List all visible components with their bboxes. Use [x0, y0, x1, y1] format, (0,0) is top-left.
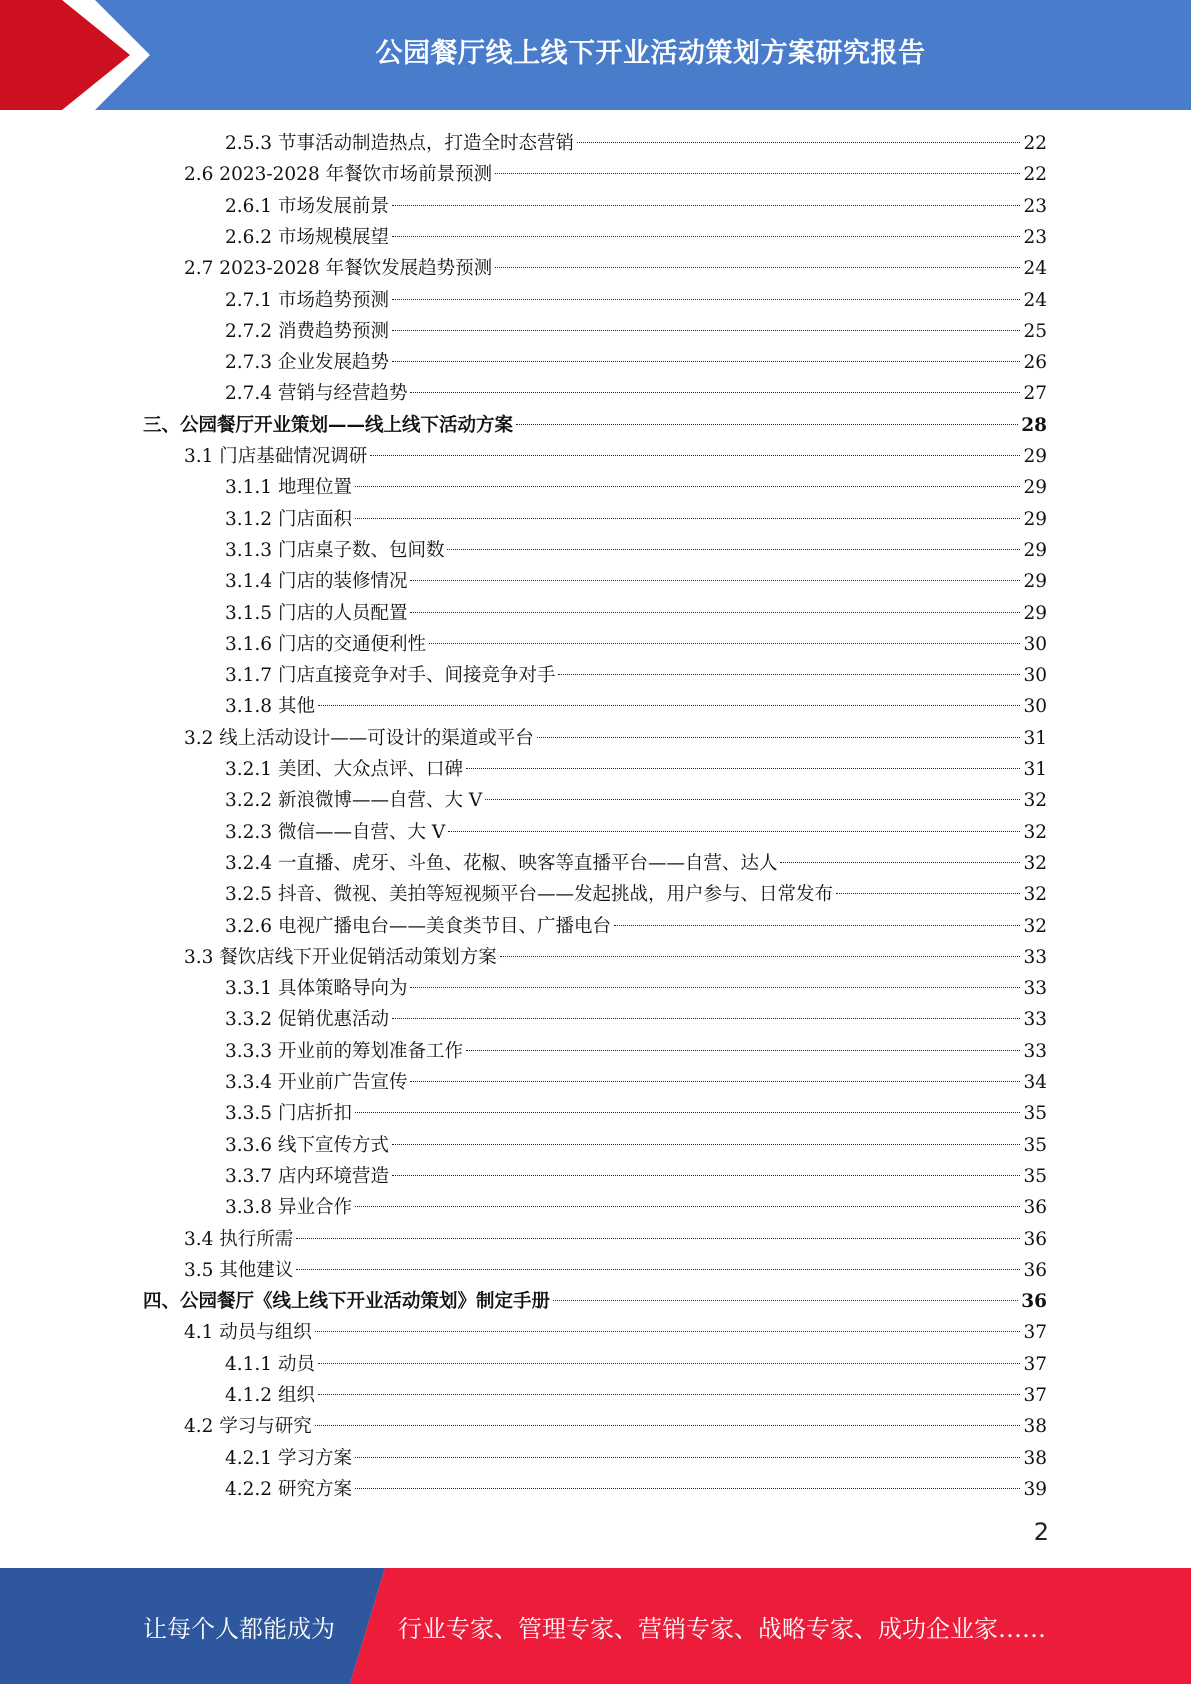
- page-number: 2: [1033, 1518, 1049, 1546]
- toc-dot-leader: [296, 1238, 1020, 1239]
- toc-entry-label: 3.1.4 门店的装修情况: [225, 571, 408, 593]
- toc-entry-label: 3.1.2 门店面积: [225, 508, 352, 530]
- report-title: 公园餐厅线上线下开业活动策划方案研究报告: [375, 37, 926, 69]
- toc-entry[interactable]: [225, 1004, 1047, 1035]
- toc-entry-page: 24: [1023, 258, 1047, 280]
- toc-entry-label: 3.3.3 开业前的筹划准备工作: [225, 1040, 463, 1062]
- toc-dot-leader: [410, 580, 1020, 581]
- toc-entry-page: 32: [1023, 790, 1047, 812]
- toc-entry[interactable]: [184, 1255, 1047, 1286]
- toc-dot-leader: [355, 486, 1021, 487]
- toc-dot-leader: [537, 737, 1021, 738]
- toc-dot-leader: [500, 956, 1021, 957]
- toc-dot-leader: [780, 862, 1020, 863]
- toc-entry-label: 3.1 门店基础情况调研: [184, 446, 368, 467]
- toc-entry[interactable]: [225, 629, 1047, 660]
- page-header: [0, 0, 1191, 110]
- toc-dot-leader: [315, 1425, 1021, 1426]
- toc-dot-leader: [355, 1457, 1021, 1458]
- toc-entry[interactable]: [184, 723, 1047, 754]
- toc-entry-label: 3.3.6 线下宣传方式: [225, 1134, 389, 1156]
- toc-entry[interactable]: [184, 1411, 1047, 1442]
- toc-entry[interactable]: [225, 785, 1047, 816]
- toc-entry[interactable]: [225, 879, 1047, 910]
- toc-entry[interactable]: [225, 472, 1047, 503]
- toc-dot-leader: [355, 1206, 1021, 1207]
- toc-dot-leader: [410, 612, 1020, 613]
- toc-entry-label: 4.1 动员与组织: [184, 1322, 312, 1344]
- toc-entry-page: 29: [1023, 571, 1047, 593]
- toc-entry-label: 4.1.1 动员: [225, 1353, 315, 1375]
- toc-entry-label: 4.1.2 组织: [225, 1385, 315, 1406]
- toc-dot-leader: [836, 893, 1020, 894]
- toc-entry-page: 27: [1023, 383, 1047, 405]
- toc-entry-label: 3.3.4 开业前广告宣传: [225, 1072, 408, 1093]
- toc-entry-page: 22: [1023, 133, 1047, 154]
- toc-entry-label: 2.7.1 市场趋势预测: [225, 289, 389, 311]
- toc-entry-page: 29: [1023, 539, 1047, 561]
- toc-dot-leader: [495, 173, 1020, 174]
- toc-entry-label: 2.7.4 营销与经营趋势: [225, 383, 408, 405]
- toc-entry[interactable]: [225, 222, 1047, 253]
- toc-entry-label: 2.7.3 企业发展趋势: [225, 352, 389, 374]
- toc-dot-leader: [392, 1018, 1020, 1019]
- toc-entry[interactable]: [225, 504, 1047, 535]
- toc-entry-page: 38: [1023, 1416, 1047, 1438]
- toc-entry[interactable]: [225, 1474, 1047, 1505]
- toc-entry-label: 2.6.2 市场规模展望: [225, 226, 389, 248]
- toc-entry-page: 32: [1023, 915, 1047, 937]
- toc-entry-label: 3.1.1 地理位置: [225, 477, 352, 499]
- toc-dot-leader: [516, 424, 1018, 425]
- toc-entry[interactable]: [225, 1380, 1047, 1411]
- toc-entry-label: 2.7.2 消费趋势预测: [225, 320, 389, 342]
- toc-entry[interactable]: [225, 535, 1047, 566]
- toc-dot-leader: [447, 549, 1020, 550]
- toc-entry-page: 33: [1023, 1009, 1047, 1031]
- toc-entry-label: 3.3.1 具体策略导向为: [225, 978, 408, 1000]
- toc-dot-leader: [392, 205, 1020, 206]
- toc-dot-leader: [553, 1300, 1018, 1301]
- toc-entry-page: 33: [1023, 978, 1047, 1000]
- toc-entry[interactable]: [225, 191, 1047, 222]
- toc-entry-label: 3.3.8 异业合作: [225, 1197, 352, 1219]
- toc-entry[interactable]: [184, 942, 1047, 973]
- toc-dot-leader: [318, 1394, 1021, 1395]
- toc-entry-page: 23: [1023, 195, 1047, 217]
- toc-dot-leader: [355, 518, 1021, 519]
- toc-entry-page: 32: [1023, 821, 1047, 843]
- toc-entry[interactable]: [184, 1224, 1047, 1255]
- toc-entry-label: 3.2.2 新浪微博——自营、大 V: [225, 790, 483, 812]
- toc-dot-leader: [370, 455, 1020, 456]
- toc-entry[interactable]: [225, 1192, 1047, 1223]
- toc-entry-page: 30: [1023, 665, 1047, 687]
- toc-entry-page: 33: [1023, 1040, 1047, 1062]
- toc-entry-label: 3.1.8 其他: [225, 696, 315, 718]
- toc-entry-page: 38: [1023, 1447, 1047, 1469]
- toc-entry-label: 3.3.5 门店折扣: [225, 1103, 352, 1125]
- toc-entry-page: 33: [1023, 946, 1047, 968]
- toc-entry[interactable]: [225, 347, 1047, 378]
- toc-entry-page: 23: [1023, 226, 1047, 248]
- toc-entry-label: 3.2.4 一直播、虎牙、斗鱼、花椒、映客等直播平台——自营、达人: [225, 852, 778, 874]
- footer-slogan-right: 行业专家、管理专家、营销专家、战略专家、成功企业家……: [398, 1614, 1046, 1643]
- toc-dot-leader: [355, 1488, 1021, 1489]
- toc-dot-leader: [466, 768, 1020, 769]
- toc-dot-leader: [577, 142, 1020, 143]
- page-footer: [0, 1568, 1191, 1684]
- toc-entry-label: 2.6.1 市场发展前景: [225, 195, 389, 217]
- toc-entry-page: 37: [1023, 1353, 1047, 1375]
- toc-entry-label: 三、公园餐厅开业策划——线上线下活动方案: [143, 414, 514, 436]
- toc-entry[interactable]: [184, 1317, 1047, 1348]
- toc-entry-page: 26: [1023, 352, 1047, 374]
- toc-entry-label: 3.3.7 店内环境营造: [225, 1165, 389, 1187]
- toc-entry-page: 35: [1023, 1134, 1047, 1156]
- toc-entry[interactable]: [225, 754, 1047, 785]
- toc-entry-page: 31: [1023, 759, 1047, 780]
- toc-entry-page: 30: [1023, 696, 1047, 718]
- toc-entry-page: 35: [1023, 1103, 1047, 1125]
- toc-entry[interactable]: [225, 598, 1047, 629]
- toc-entry-label: 2.5.3 节事活动制造热点，打造全时态营销: [225, 133, 574, 154]
- toc-entry[interactable]: [225, 1098, 1047, 1129]
- toc-entry-label: 3.2 线上活动设计——可设计的渠道或平台: [184, 727, 534, 749]
- toc-dot-leader: [318, 1363, 1021, 1364]
- toc-entry-label: 4.2 学习与研究: [184, 1416, 312, 1438]
- toc-dot-leader: [392, 1175, 1020, 1176]
- toc-entry-page: 30: [1023, 633, 1047, 655]
- toc-entry-label: 3.5 其他建议: [184, 1259, 294, 1281]
- toc-entry-label: 3.1.7 门店直接竞争对手、间接竞争对手: [225, 665, 556, 687]
- toc-entry-label: 3.1.3 门店桌子数、包间数: [225, 539, 445, 561]
- toc-entry-page: 35: [1023, 1165, 1047, 1187]
- toc-entry-page: 37: [1023, 1322, 1047, 1344]
- toc-entry-label: 3.2.5 抖音、微视、美拍等短视频平台——发起挑战，用户参与、日常发布: [225, 884, 833, 906]
- toc-entry-page: 36: [1023, 1197, 1047, 1219]
- toc-entry[interactable]: [184, 441, 1047, 472]
- toc-entry-label: 3.2.3 微信——自营、大 V: [225, 821, 446, 843]
- toc-entry-page: 39: [1023, 1478, 1047, 1500]
- toc-dot-leader: [392, 1144, 1020, 1145]
- toc-entry-label: 2.7 2023-2028 年餐饮发展趋势预测: [184, 258, 493, 280]
- toc-dot-leader: [410, 987, 1020, 988]
- toc-entry[interactable]: [225, 1161, 1047, 1192]
- toc-entry-page: 32: [1023, 852, 1047, 874]
- toc-entry[interactable]: [143, 410, 1047, 441]
- toc-entry[interactable]: [225, 660, 1047, 691]
- toc-dot-leader: [392, 361, 1020, 362]
- toc-entry-label: 3.2.1 美团、大众点评、口碑: [225, 759, 463, 780]
- toc-entry[interactable]: [225, 316, 1047, 347]
- toc-dot-leader: [495, 267, 1020, 268]
- toc-dot-leader: [392, 299, 1020, 300]
- toc-entry-page: 29: [1023, 477, 1047, 499]
- toc-entry[interactable]: [225, 973, 1047, 1004]
- toc-entry-page: 34: [1023, 1072, 1047, 1093]
- toc-entry-label: 3.1.6 门店的交通便利性: [225, 633, 426, 655]
- toc-entry-page: 36: [1023, 1228, 1047, 1250]
- toc-dot-leader: [315, 1331, 1021, 1332]
- toc-dot-leader: [429, 643, 1020, 644]
- toc-entry-label: 4.2.2 研究方案: [225, 1478, 352, 1500]
- toc-entry-label: 3.3.2 促销优惠活动: [225, 1009, 389, 1031]
- toc-entry[interactable]: [225, 285, 1047, 316]
- toc-entry[interactable]: [225, 691, 1047, 722]
- toc-entry[interactable]: [225, 1349, 1047, 1380]
- toc-dot-leader: [558, 674, 1020, 675]
- toc-dot-leader: [392, 330, 1020, 331]
- toc-entry-label: 4.2.1 学习方案: [225, 1447, 352, 1469]
- toc-entry-page: 24: [1023, 289, 1047, 311]
- toc-entry[interactable]: [225, 128, 1047, 159]
- toc-dot-leader: [410, 392, 1020, 393]
- toc-dot-leader: [448, 831, 1020, 832]
- toc-entry[interactable]: [225, 911, 1047, 942]
- toc-dot-leader: [614, 925, 1020, 926]
- toc-entry-label: 3.1.5 门店的人员配置: [225, 602, 408, 624]
- toc-entry[interactable]: [225, 1130, 1047, 1161]
- footer-slogan-left: 让每个人都能成为: [143, 1614, 335, 1643]
- toc-entry[interactable]: [225, 1443, 1047, 1474]
- toc-entry-label: 3.4 执行所需: [184, 1228, 294, 1250]
- toc-entry-label: 四、公园餐厅《线上线下开业活动策划》制定手册: [143, 1291, 551, 1313]
- toc-entry[interactable]: [225, 378, 1047, 409]
- toc-entry-page: 37: [1023, 1385, 1047, 1406]
- toc-dot-leader: [410, 1081, 1020, 1082]
- toc-entry-page: 32: [1023, 884, 1047, 906]
- toc-entry[interactable]: [184, 253, 1047, 284]
- toc-entry[interactable]: [225, 848, 1047, 879]
- toc-dot-leader: [355, 1112, 1021, 1113]
- toc-entry-page: 29: [1023, 446, 1047, 467]
- toc-dot-leader: [466, 1050, 1020, 1051]
- toc-entry[interactable]: [184, 159, 1047, 190]
- toc-entry[interactable]: [225, 1067, 1047, 1098]
- toc-entry-label: 2.6 2023-2028 年餐饮市场前景预测: [184, 164, 493, 186]
- toc-entry-page: 25: [1023, 320, 1047, 342]
- toc-entry-page: 29: [1023, 508, 1047, 530]
- toc-entry-label: 3.2.6 电视广播电台——美食类节目、广播电台: [225, 915, 611, 937]
- toc-entry-page: 22: [1023, 164, 1047, 186]
- toc-entry-page: 29: [1023, 602, 1047, 624]
- toc-entry-page: 36: [1023, 1259, 1047, 1281]
- toc-entry[interactable]: [143, 1286, 1047, 1317]
- toc-entry-page: 28: [1021, 414, 1047, 436]
- toc-entry-label: 3.3 餐饮店线下开业促销活动策划方案: [184, 946, 497, 968]
- toc-dot-leader: [318, 705, 1021, 706]
- toc-entry-page: 31: [1023, 727, 1047, 749]
- toc-entry-page: 36: [1021, 1291, 1047, 1313]
- toc-entry[interactable]: [225, 817, 1047, 848]
- toc-entry[interactable]: [225, 1036, 1047, 1067]
- toc-dot-leader: [296, 1269, 1020, 1270]
- toc-dot-leader: [392, 236, 1020, 237]
- toc-entry[interactable]: [225, 566, 1047, 597]
- toc-dot-leader: [485, 799, 1020, 800]
